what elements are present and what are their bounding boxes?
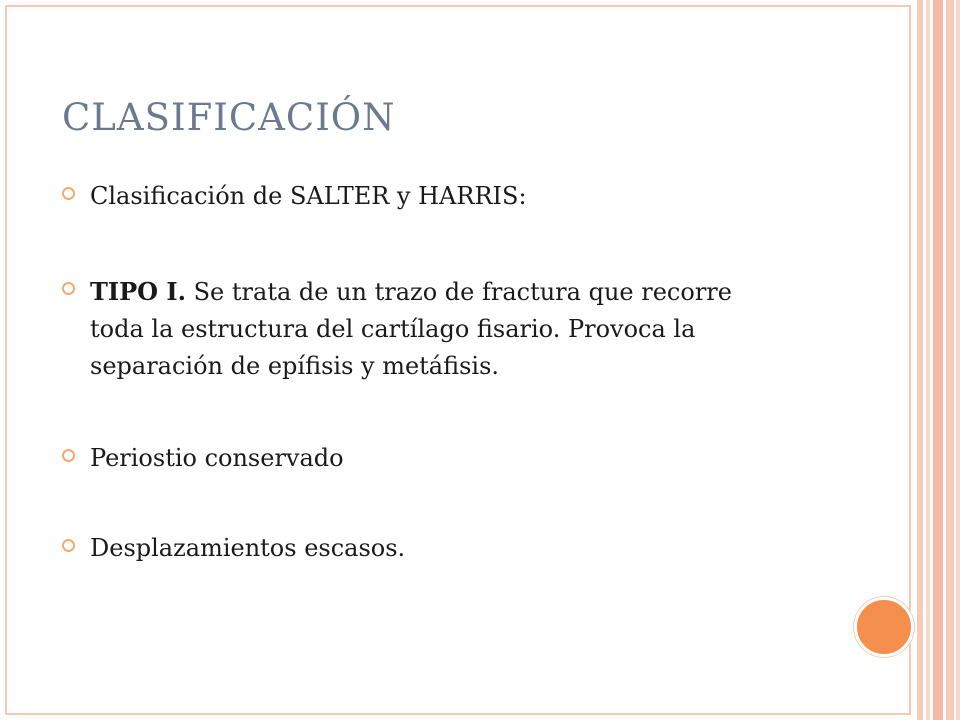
bullet-circle-icon: [62, 282, 75, 295]
bullet-bold-lead: TIPO I.: [90, 277, 186, 306]
bullet-circle-icon: [62, 187, 75, 200]
decorative-stripe: [917, 0, 923, 720]
decorative-orange-circle: [854, 597, 914, 657]
bullet-circle-icon: [62, 449, 75, 462]
bullet-text-body: Desplazamientos escasos.: [90, 534, 406, 562]
bullet-text-body: Se trata de un trazo de fractura que recorre toda la estructura del cartílago fisario. Provoca la separación de epífisis y metáfisis.: [90, 278, 732, 380]
decorative-stripe: [956, 0, 960, 720]
decorative-stripe: [926, 0, 930, 720]
bullet-text: [90, 178, 790, 215]
bullet-text-body: Clasificación de SALTER y HARRIS:: [90, 182, 527, 210]
decorative-stripe: [946, 0, 954, 720]
slide-title: CLASIFICACIÓN: [62, 96, 396, 139]
bullet-text: [90, 273, 790, 385]
bullet-text: [90, 530, 790, 567]
decorative-stripe: [933, 0, 943, 720]
bullet-text: [90, 440, 790, 477]
bullet-circle-icon: [62, 539, 75, 552]
bullet-text-body: Periostio conservado: [90, 444, 344, 472]
